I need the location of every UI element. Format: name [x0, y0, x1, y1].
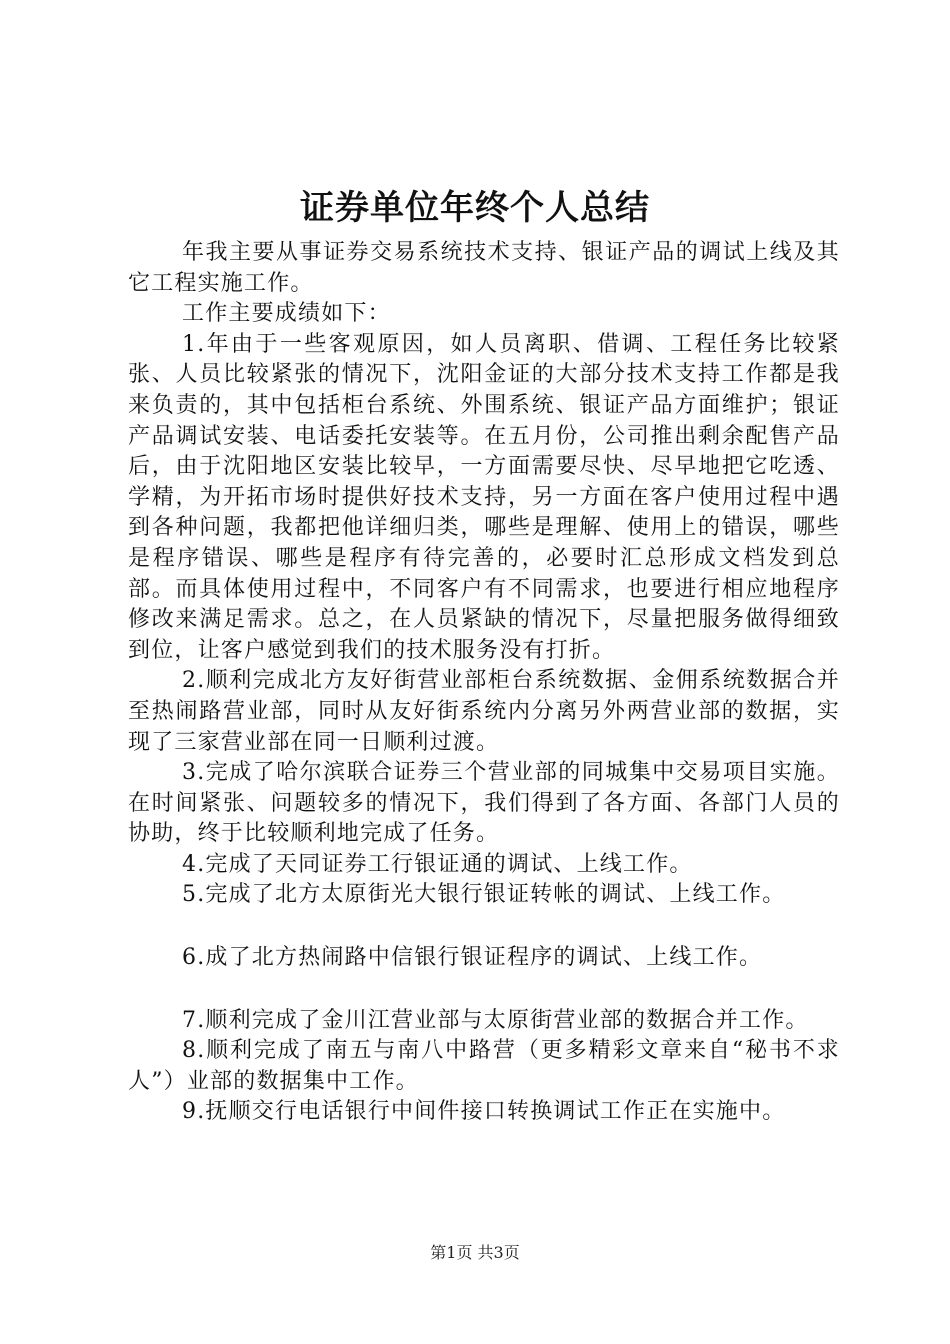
paragraph-item-5: 5.完成了北方太原街光大银行银证转帐的调试、上线工作。	[182, 882, 786, 908]
paragraph-item-6: 6.成了北方热闹路中信银行银证程序的调试、上线工作。	[182, 945, 763, 971]
paragraph-item-2: 2.顺利完成北方友好街营业部柜台系统数据、金佣系统数据合并至热闹路营业部，同时从友好街系统内分离另外两营业部的数据，实现了三家营业部在同一日顺利过渡。	[128, 668, 840, 755]
paragraph-intro: 年我主要从事证券交易系统技术支持、银证产品的调试上线及其它工程实施工作。	[128, 240, 840, 296]
paragraph-item-4: 4.完成了天同证券工行银证通的调试、上线工作。	[182, 851, 693, 877]
paragraph-achievements-heading: 工作主要成绩如下：	[182, 301, 391, 327]
page-footer: 第1页 共3页	[430, 1243, 520, 1262]
paragraph-item-9: 9.抚顺交行电话银行中间件接口转换调试工作正在实施中。	[182, 1099, 786, 1125]
paragraph-item-7: 7.顺利完成了金川江营业部与太原街营业部的数据合并工作。	[182, 1007, 809, 1033]
document-body	[128, 238, 840, 1128]
document-title: 证券单位年终个人总结	[300, 188, 650, 228]
paragraph-item-3: 3.完成了哈尔滨联合证券三个营业部的同城集中交易项目实施。在时间紧张、问题较多的情况下，我们得到了各方面、各部门人员的协助，终于比较顺利地完成了任务。	[128, 760, 840, 847]
paragraph-item-1: 1.年由于一些客观原因，如人员离职、借调、工程任务比较紧张、人员比较紧张的情况下，沈阳金证的大部分技术支持工作都是我来负责的，其中包括柜台系统、外围系统、银证产品方面维护；银证产品调试安装、电话委托安装等。在五月份，公司推出剩余配售产品后，由于沈阳地区安装比较早，一方面需要尽快、尽早地把它吃透、学精，为开拓市场时提供好技术支持，另一方面在客户使用过程中遇到各种问题，我都把他详细归类，哪些是理解、使用上的错误，哪些是程序错误、哪些是程序有待完善的，必要时汇总形成文档发到总部。而具体使用过程中，不同客户有不同需求，也要进行相应地程序修改来满足需求。总之，在人员紧缺的情况下，尽量把服务做得细致到位，让客户感觉到我们的技术服务没有打折。	[128, 331, 840, 663]
paragraph-item-8: 8.顺利完成了南五与南八中路营（更多精彩文章来自“秘书不求人”）业部的数据集中工作。	[128, 1038, 840, 1094]
